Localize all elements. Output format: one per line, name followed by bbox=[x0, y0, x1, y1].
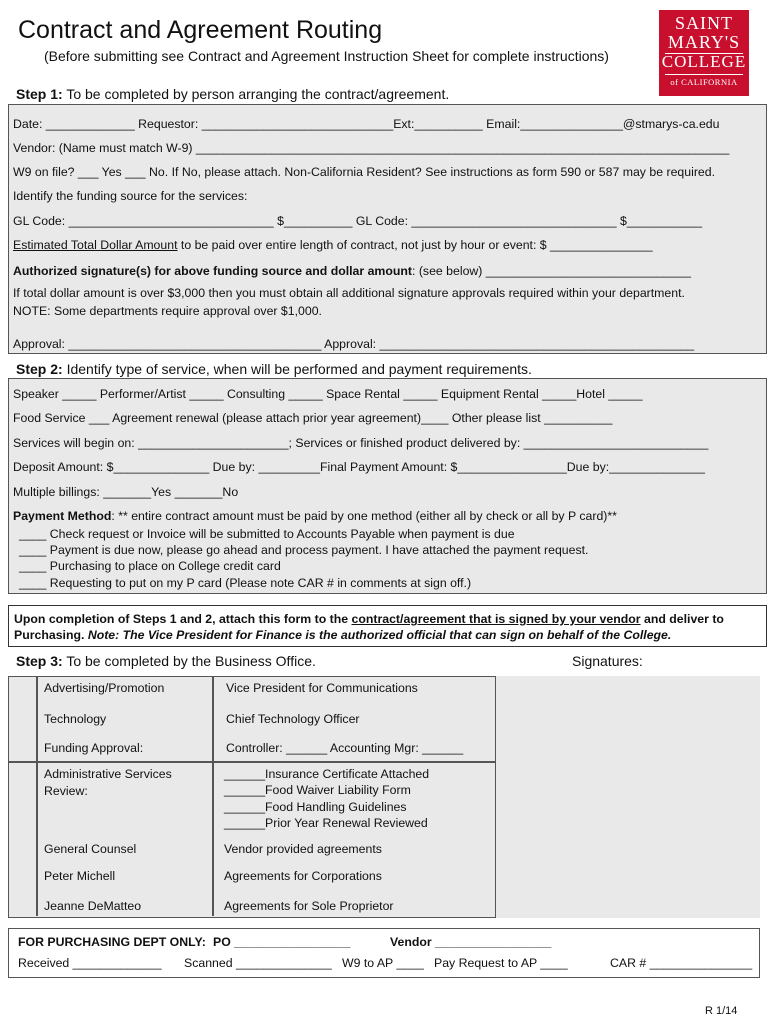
authorized-signature-label: Authorized signature(s) for above funding source and dollar amount bbox=[13, 264, 412, 278]
row-left-peter-michell: Peter Michell bbox=[44, 869, 116, 883]
pay-request-field[interactable]: Pay Request to AP ____ bbox=[434, 956, 568, 970]
submission-notice bbox=[8, 605, 767, 647]
row-left-funding: Funding Approval: bbox=[44, 741, 144, 755]
threshold-note-1: If total dollar amount is over $3,000 then you must obtain all additional signature approvals required within your department. bbox=[13, 286, 685, 300]
step1-text: To be completed by person arranging the contract/agreement. bbox=[66, 86, 450, 102]
received-field[interactable]: Received _____________ bbox=[18, 956, 162, 970]
step3-label: Step 3: bbox=[16, 653, 63, 669]
vendor-field[interactable]: Vendor _________________ bbox=[390, 935, 552, 949]
row-left-jeanne-dematteo: Jeanne DeMatteo bbox=[44, 899, 142, 913]
notice-line-2 bbox=[14, 628, 671, 642]
logo-line-4: of CALIFORNIA bbox=[670, 77, 738, 87]
step3-heading bbox=[16, 653, 316, 669]
payment-option-now[interactable]: ____ Payment is due now, please go ahead and process payment. I have attached the payment request. bbox=[19, 543, 589, 557]
logo-line-2: MARY'S bbox=[667, 32, 741, 52]
row-right-cto: Chief Technology Officer bbox=[226, 712, 360, 726]
row-left-review: Review: bbox=[44, 784, 88, 798]
purchasing-label: FOR PURCHASING DEPT ONLY: bbox=[18, 935, 206, 949]
page-title: Contract and Agreement Routing bbox=[18, 16, 383, 44]
row-right-sole-proprietor: Agreements for Sole Proprietor bbox=[224, 899, 394, 913]
payment-method-rest: : ** entire contract amount must be paid by one method (either all by check or all by P card)** bbox=[111, 509, 617, 523]
funding-source-label: Identify the funding source for the services: bbox=[13, 189, 248, 203]
row-right-vp-communications: Vice President for Communications bbox=[226, 681, 418, 695]
page-subtitle: (Before submitting see Contract and Agreement Instruction Sheet for complete instructions) bbox=[44, 48, 609, 64]
step1-heading bbox=[16, 86, 449, 102]
authorized-signature-rest: : (see below) ______________________________ bbox=[412, 264, 691, 278]
services-dates-line[interactable]: Services will begin on: ______________________; Services or finished product delivered by: ___________________________ bbox=[13, 436, 709, 450]
college-logo bbox=[659, 10, 749, 96]
multiple-billings-line[interactable]: Multiple billings: _______Yes _______No bbox=[13, 485, 239, 499]
payment-option-check[interactable]: ____ Check request or Invoice will be submitted to Accounts Payable when payment is due bbox=[19, 527, 515, 541]
payment-option-pcard[interactable]: ____ Requesting to put on my P card (Please note CAR # in comments at sign off.) bbox=[19, 576, 472, 590]
table-divider bbox=[212, 677, 214, 916]
authorized-signature-line[interactable] bbox=[13, 264, 691, 278]
row-left-general-counsel: General Counsel bbox=[44, 842, 137, 856]
notice-line-2a: Purchasing. bbox=[14, 628, 88, 642]
row-left-admin-services: Administrative Services bbox=[44, 767, 172, 781]
row-right-controller[interactable]: Controller: ______ Accounting Mgr: ______ bbox=[226, 741, 464, 755]
revision-label: R 1/14 bbox=[705, 1005, 738, 1017]
notice-line-2b: Note: The Vice President for Finance is the authorized official that can sign on behalf of the College. bbox=[87, 628, 672, 642]
row-left-advertising: Advertising/Promotion bbox=[44, 681, 165, 695]
row-right-vendor-agreements: Vendor provided agreements bbox=[224, 842, 382, 856]
estimated-total-rest: to be paid over entire length of contract, not just by hour or event: $ _______________ bbox=[177, 238, 653, 252]
payment-method-line bbox=[13, 509, 617, 523]
admin-item-food-handling[interactable]: ______Food Handling Guidelines bbox=[224, 800, 407, 814]
step1-label: Step 1: bbox=[16, 86, 63, 102]
step2-text: Identify type of service, when will be performed and payment requirements. bbox=[66, 361, 532, 377]
notice-line-1 bbox=[14, 612, 724, 626]
row-right-corporations: Agreements for Corporations bbox=[224, 869, 382, 883]
threshold-note-2: NOTE: Some departments require approval over $1,000. bbox=[13, 304, 322, 318]
payment-option-credit-card[interactable]: ____ Purchasing to place on College credit card bbox=[19, 559, 281, 573]
notice-part-3: and deliver to bbox=[640, 612, 724, 626]
gl-code-line[interactable]: GL Code: ______________________________ $__________ GL Code: ______________________________ $___________ bbox=[13, 214, 703, 228]
scanned-field[interactable]: Scanned ______________ bbox=[184, 956, 332, 970]
logo-rule bbox=[665, 74, 743, 75]
step3-text: To be completed by the Business Office. bbox=[66, 653, 316, 669]
car-field[interactable]: CAR # _______________ bbox=[610, 956, 753, 970]
step2-label: Step 2: bbox=[16, 361, 63, 377]
admin-item-food-waiver[interactable]: ______Food Waiver Liability Form bbox=[224, 783, 411, 797]
po-field[interactable]: PO _________________ bbox=[213, 935, 351, 949]
food-service-line[interactable]: Food Service ___ Agreement renewal (please attach prior year agreement)____ Other please list __________ bbox=[13, 411, 613, 425]
payment-method-label: Payment Method bbox=[13, 509, 112, 523]
step2-heading bbox=[16, 361, 532, 377]
admin-item-insurance[interactable]: ______Insurance Certificate Attached bbox=[224, 767, 430, 781]
estimated-total-line[interactable] bbox=[13, 238, 653, 252]
notice-part-1: Upon completion of Steps 1 and 2, attach this form to the bbox=[14, 612, 352, 626]
signature-area[interactable] bbox=[495, 676, 760, 918]
table-divider bbox=[36, 677, 38, 916]
logo-line-3: COLLEGE bbox=[661, 52, 747, 71]
deposit-line[interactable]: Deposit Amount: $______________ Due by: _________Final Payment Amount: $________________Due by:______________ bbox=[13, 460, 705, 474]
signatures-label: Signatures: bbox=[572, 653, 643, 669]
vendor-line[interactable]: Vendor: (Name must match W-9) ______________________________________________________________________________ bbox=[13, 141, 730, 155]
admin-item-renewal[interactable]: ______Prior Year Renewal Reviewed bbox=[224, 816, 428, 830]
estimated-total-label: Estimated Total Dollar Amount bbox=[13, 238, 178, 252]
service-type-line[interactable]: Speaker _____ Performer/Artist _____ Consulting _____ Space Rental _____ Equipment Rental _____Hotel _____ bbox=[13, 387, 643, 401]
w9-to-ap-field[interactable]: W9 to AP ____ bbox=[342, 956, 424, 970]
approval-line[interactable]: Approval: _____________________________________ Approval: ______________________________________________ bbox=[13, 337, 695, 351]
table-rule bbox=[9, 761, 495, 763]
date-requestor-line[interactable]: Date: _____________ Requestor: ____________________________Ext:__________ Email:_______________@stmarys-ca.edu bbox=[13, 117, 720, 131]
row-left-technology: Technology bbox=[44, 712, 107, 726]
w9-line[interactable]: W9 on file? ___ Yes ___ No. If No, please attach. Non-California Resident? See instructions as form 590 or 587 may be required. bbox=[13, 165, 716, 179]
logo-line-1: SAINT bbox=[675, 13, 733, 33]
notice-part-2: contract/agreement that is signed by your vendor bbox=[351, 612, 641, 626]
